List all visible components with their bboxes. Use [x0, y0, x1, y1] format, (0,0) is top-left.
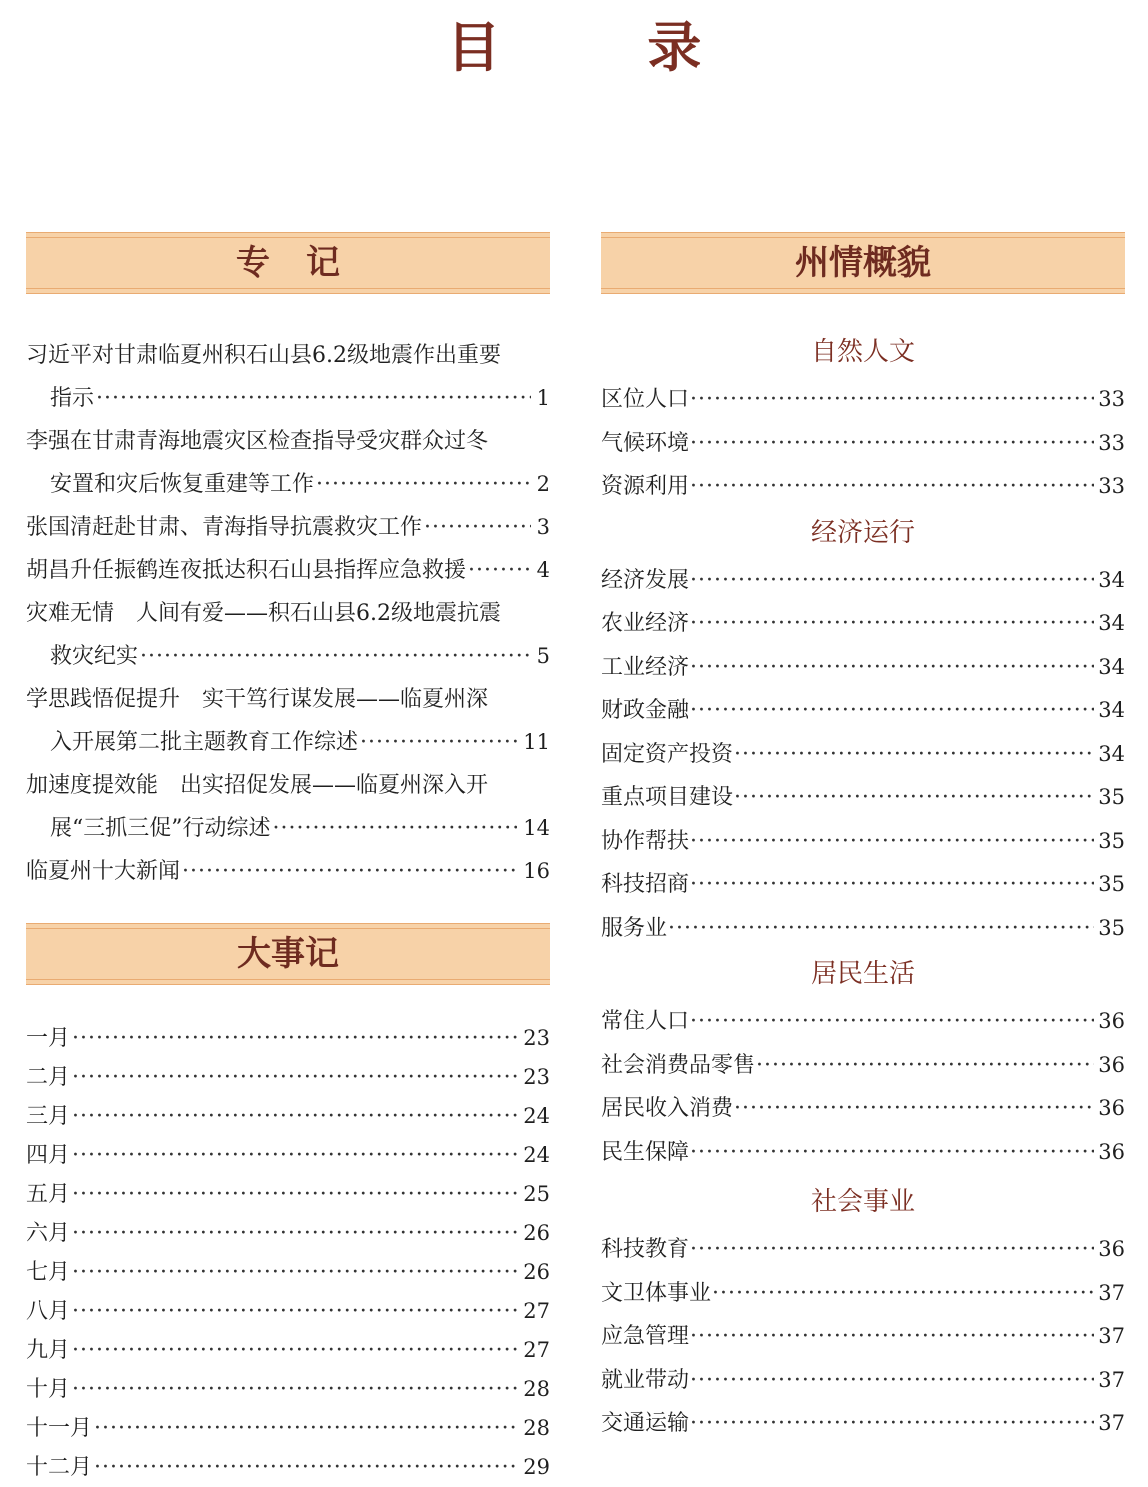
entry-title: 社会消费品零售 — [601, 1052, 756, 1078]
page-number: 16 — [523, 859, 550, 883]
page-number: 25 — [523, 1182, 550, 1206]
entry-leader-line — [26, 1409, 550, 1448]
toc-entry[interactable] — [601, 1000, 1125, 1044]
entry-title: 临夏州十大新闻 — [26, 859, 181, 884]
dot-leader — [72, 1097, 517, 1136]
entry-title: 应急管理 — [601, 1324, 690, 1349]
entry-title: 四月 — [26, 1143, 71, 1168]
entry-title: 十月 — [26, 1377, 71, 1402]
entry-title-line1: 灾难无情 人间有爱——积石山县6.2级地震抗震 — [26, 601, 501, 626]
entry-title: 九月 — [26, 1338, 71, 1363]
page-number: 37 — [1098, 1367, 1125, 1392]
entry-title: 气候环境 — [601, 430, 690, 456]
entry-leader-line — [26, 1331, 550, 1370]
dot-leader — [690, 378, 1094, 422]
dot-leader — [96, 377, 531, 420]
page-number: 35 — [1098, 828, 1125, 853]
entry-title: 胡昌升任振鹤连夜抵达积石山县指挥应急救援 — [26, 558, 467, 583]
page-number: 37 — [1098, 1324, 1125, 1348]
entry-title-line1: 加速度提效能 出实招促发展——临夏州深入开 — [26, 773, 489, 798]
entry-leader-line — [26, 463, 550, 506]
toc-entry[interactable] — [601, 1272, 1125, 1316]
dot-leader — [712, 1272, 1094, 1316]
dot-leader — [690, 1131, 1094, 1175]
entry-title: 二月 — [26, 1065, 71, 1090]
page-number: 1 — [536, 386, 550, 410]
toc-entry[interactable] — [26, 850, 550, 893]
entry-leader-line — [26, 549, 550, 592]
toc-entry[interactable] — [26, 1370, 550, 1409]
page-number: 34 — [1098, 741, 1125, 766]
page-number: 24 — [523, 1143, 550, 1167]
page-number: 27 — [523, 1338, 550, 1362]
entry-title: 科技招商 — [601, 872, 690, 897]
dot-leader — [94, 1448, 517, 1487]
dot-leader — [690, 863, 1094, 907]
toc-entry[interactable] — [601, 689, 1125, 733]
entry-title: 三月 — [26, 1104, 71, 1129]
dot-leader — [690, 820, 1094, 864]
toc-entry[interactable] — [26, 592, 550, 678]
page-number: 35 — [1098, 785, 1125, 809]
page-number: 35 — [1098, 872, 1125, 896]
entry-leader-line — [26, 1214, 550, 1253]
entry-leader-line — [26, 1292, 550, 1331]
toc-entry[interactable] — [601, 1359, 1125, 1403]
toc-entry[interactable] — [601, 1087, 1125, 1131]
dot-leader — [468, 549, 531, 592]
toc-entry[interactable] — [26, 1019, 550, 1058]
toc-entry[interactable] — [26, 678, 550, 764]
dot-leader — [72, 1253, 517, 1292]
entry-leader-line — [26, 1136, 550, 1175]
dot-leader — [668, 907, 1094, 951]
dot-leader — [273, 807, 518, 850]
entry-title: 就业带动 — [601, 1367, 690, 1393]
dot-leader — [72, 1175, 517, 1214]
dot-leader — [734, 733, 1094, 777]
toc-entry[interactable] — [26, 1448, 550, 1487]
dot-leader — [690, 646, 1094, 690]
toc-entry[interactable] — [26, 420, 550, 506]
dot-leader — [72, 1292, 517, 1331]
page-number: 36 — [1098, 1052, 1125, 1077]
section-banner-zhouqing: 州情概貌 — [601, 232, 1125, 294]
dot-leader — [94, 1409, 517, 1448]
toc-entry[interactable] — [601, 559, 1125, 603]
entry-title: 常住人口 — [601, 1009, 690, 1034]
toc-entry[interactable] — [601, 733, 1125, 777]
entry-leader-line — [26, 1253, 550, 1292]
dot-leader — [690, 559, 1094, 603]
subsection-heading: 社会事业 — [810, 1187, 915, 1217]
toc-entry[interactable] — [601, 465, 1125, 509]
zhuanji-list — [26, 334, 550, 893]
page-number: 34 — [1098, 611, 1125, 635]
dot-leader — [72, 1214, 517, 1253]
page-number: 34 — [1098, 698, 1125, 722]
subsection-heading: 自然人文 — [810, 337, 915, 367]
toc-entry[interactable] — [26, 1292, 550, 1331]
entry-title-line1: 李强在甘肃青海地震灾区检查指导受灾群众过冬 — [26, 429, 489, 454]
entry-title: 安置和灾后恢复重建等工作 — [50, 472, 315, 497]
page-number: 2 — [536, 472, 550, 496]
dot-leader — [72, 1370, 517, 1409]
dot-leader — [72, 1331, 517, 1370]
page-number: 37 — [1098, 1411, 1125, 1435]
page-number: 35 — [1098, 915, 1125, 940]
entry-title: 文卫体事业 — [601, 1280, 712, 1306]
page-number: 36 — [1098, 1139, 1125, 1164]
page-title: 目 录 — [446, 16, 766, 79]
page-number: 23 — [523, 1026, 550, 1050]
toc-entry[interactable] — [26, 1409, 550, 1448]
entry-title: 八月 — [26, 1299, 71, 1324]
dashiji-list — [26, 1019, 550, 1487]
toc-entry[interactable] — [26, 1331, 550, 1370]
page-number: 36 — [1098, 1237, 1125, 1261]
entry-title: 六月 — [26, 1221, 71, 1246]
subsection-heading: 居民生活 — [810, 959, 915, 989]
dot-leader — [690, 465, 1094, 509]
dot-leader — [734, 776, 1094, 820]
dot-leader — [140, 635, 531, 678]
entry-title: 居民收入消费 — [601, 1096, 734, 1121]
entry-title: 入开展第二批主题教育工作综述 — [50, 730, 359, 755]
toc-entry[interactable] — [601, 602, 1125, 646]
toc-entry[interactable] — [26, 1175, 550, 1214]
toc-entry[interactable] — [601, 820, 1125, 864]
entry-title: 协作帮扶 — [601, 828, 690, 854]
dot-leader — [756, 1044, 1094, 1088]
dot-leader — [690, 1359, 1094, 1403]
toc-entry[interactable] — [601, 378, 1125, 422]
page-number: 4 — [536, 558, 550, 582]
entry-title: 一月 — [26, 1026, 71, 1051]
toc-entry[interactable] — [26, 1136, 550, 1175]
page-number: 3 — [536, 515, 550, 539]
entry-leader-line — [26, 377, 550, 420]
entry-leader-line — [26, 1058, 550, 1097]
dot-leader — [734, 1087, 1094, 1131]
page-number: 33 — [1098, 387, 1125, 411]
dot-leader — [424, 506, 531, 549]
toc-entry[interactable] — [601, 1044, 1125, 1088]
page-number: 28 — [523, 1377, 550, 1401]
entry-leader-line — [26, 1448, 550, 1487]
right-column — [601, 232, 1125, 1446]
entry-title: 资源利用 — [601, 474, 690, 499]
entry-title: 固定资产投资 — [601, 741, 734, 767]
toc-entry[interactable] — [26, 506, 550, 549]
entry-title: 十一月 — [26, 1416, 93, 1441]
section-banner-dashiji: 大事记 — [26, 923, 550, 985]
entry-title: 重点项目建设 — [601, 785, 734, 810]
dot-leader — [690, 422, 1094, 466]
dot-leader — [72, 1058, 517, 1097]
page-number: 23 — [523, 1065, 550, 1089]
entry-leader-line — [26, 850, 550, 893]
toc-entry[interactable] — [601, 646, 1125, 690]
entry-leader-line — [26, 1097, 550, 1136]
page-number: 29 — [523, 1455, 550, 1479]
entry-leader-line — [26, 807, 550, 850]
entry-leader-line — [26, 1370, 550, 1409]
entry-title: 区位人口 — [601, 387, 690, 412]
dot-leader — [690, 602, 1094, 646]
entry-title: 十二月 — [26, 1455, 93, 1480]
dot-leader — [690, 1000, 1094, 1044]
entry-leader-line — [26, 1019, 550, 1058]
toc-entry[interactable] — [26, 1058, 550, 1097]
zhouqing-list — [601, 334, 1125, 1446]
page-number: 27 — [523, 1299, 550, 1323]
entry-title: 服务业 — [601, 915, 668, 941]
toc-entry[interactable] — [26, 1214, 550, 1253]
dot-leader — [182, 850, 517, 893]
page-number: 11 — [523, 730, 550, 754]
toc-entry[interactable] — [601, 422, 1125, 466]
page-number: 36 — [1098, 1096, 1125, 1120]
entry-title: 财政金融 — [601, 698, 690, 723]
toc-entry[interactable] — [601, 907, 1125, 951]
subsection-heading: 经济运行 — [810, 517, 915, 548]
page-number: 28 — [523, 1416, 550, 1440]
entry-title: 农业经济 — [601, 611, 690, 636]
toc-entry[interactable] — [601, 1315, 1125, 1359]
entry-title: 五月 — [26, 1182, 71, 1207]
dot-leader — [360, 721, 517, 764]
entry-title-line1: 学思践悟促提升 实干笃行谋发展——临夏州深 — [26, 687, 489, 712]
toc-entry[interactable] — [26, 1097, 550, 1136]
dot-leader — [690, 1402, 1094, 1446]
entry-leader-line — [26, 635, 550, 678]
toc-entry[interactable] — [26, 764, 550, 850]
page-number: 26 — [523, 1221, 550, 1245]
entry-title: 七月 — [26, 1260, 71, 1285]
toc-entry[interactable] — [601, 1402, 1125, 1446]
dot-leader — [690, 1315, 1094, 1359]
dot-leader — [72, 1136, 517, 1175]
toc-entry[interactable] — [601, 863, 1125, 907]
entry-title: 救灾纪实 — [50, 644, 139, 669]
dot-leader — [690, 1228, 1094, 1272]
entry-title: 交通运输 — [601, 1411, 690, 1436]
dot-leader — [316, 463, 531, 506]
dot-leader — [72, 1019, 517, 1058]
entry-title: 展“三抓三促”行动综述 — [50, 816, 271, 841]
entry-title: 工业经济 — [601, 654, 690, 680]
page-number: 33 — [1098, 474, 1125, 498]
page-number: 33 — [1098, 430, 1125, 455]
page-number: 5 — [536, 644, 550, 668]
page-number: 34 — [1098, 654, 1125, 679]
entry-title: 经济发展 — [601, 567, 690, 593]
toc-entry[interactable] — [601, 1131, 1125, 1175]
section-banner-zhuanji: 专记 — [26, 232, 550, 294]
left-column — [26, 232, 550, 1487]
dot-leader — [690, 689, 1094, 733]
entry-title: 科技教育 — [601, 1237, 690, 1262]
toc-entry[interactable] — [26, 1253, 550, 1292]
page-number: 34 — [1098, 567, 1125, 592]
entry-title: 指示 — [50, 386, 95, 411]
page-number: 36 — [1098, 1009, 1125, 1033]
page-number: 14 — [523, 816, 550, 840]
entry-leader-line — [26, 721, 550, 764]
entry-title: 民生保障 — [601, 1139, 690, 1165]
toc-entry[interactable] — [26, 549, 550, 592]
toc-entry[interactable] — [601, 1228, 1125, 1272]
page-number: 24 — [523, 1104, 550, 1128]
entry-leader-line — [26, 506, 550, 549]
entry-title: 张国清赶赴甘肃、青海指导抗震救灾工作 — [26, 515, 423, 540]
toc-entry[interactable] — [601, 776, 1125, 820]
entry-leader-line — [26, 1175, 550, 1214]
entry-title-line1: 习近平对甘肃临夏州积石山县6.2级地震作出重要 — [26, 343, 501, 368]
toc-entry[interactable] — [26, 334, 550, 420]
page-number: 26 — [523, 1260, 550, 1284]
page-number: 37 — [1098, 1280, 1125, 1305]
